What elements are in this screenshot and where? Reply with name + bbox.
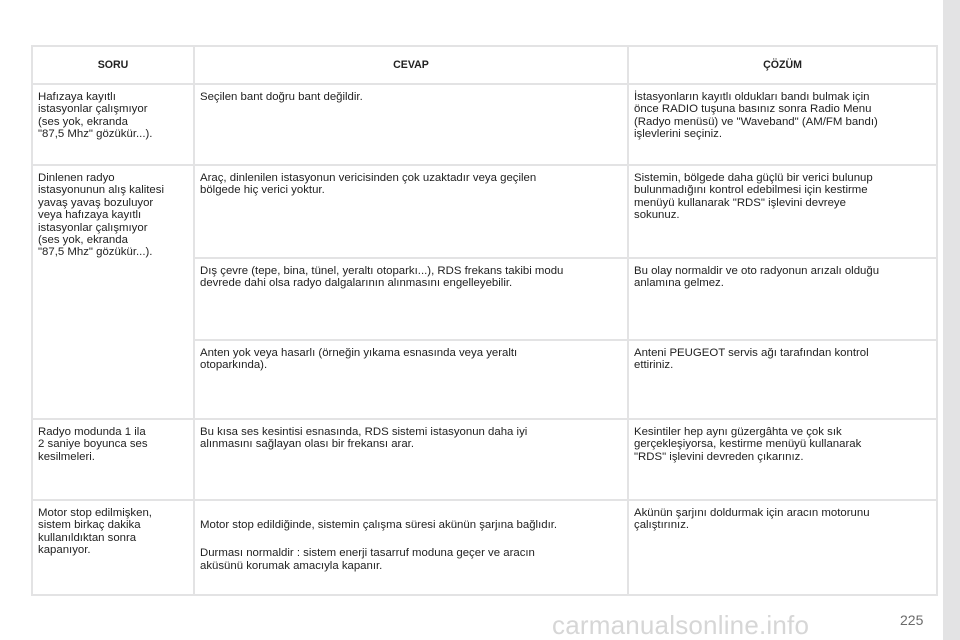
question-cell: Hafızaya kayıtlı istasyonlar çalışmıyor (ses yok, ekranda "87,5 Mhz" gözükür...). [32,84,194,165]
answer-paragraph: Durması normaldir : sistem enerji tasarruf moduna geçer ve aracın aküsünü korumak amacıyla kapanır. [200,547,535,572]
troubleshooting-table [31,45,938,596]
solution-cell: Akünün şarjını doldurmak için aracın motorunu çalıştırınız. [628,500,937,595]
table-row [32,165,937,258]
answer-cell: Anten yok veya hasarlı (örneğin yıkama esnasında veya yeraltı otoparkında). [194,340,628,419]
solution-cell: Bu olay normaldir ve oto radyonun arızalı olduğu anlamına gelmez. [628,258,937,340]
solution-cell: Kesintiler hep aynı güzergâhta ve çok sık gerçekleşiyorsa, kestirme menüyü kullanarak "RDS" işlevini devreden çıkarınız. [628,419,937,500]
header-row [32,46,937,84]
page-number: 225 [900,612,924,628]
answer-cell [194,500,628,595]
table-row [32,84,937,165]
table-row [32,500,937,595]
answer-cell: Dış çevre (tepe, bina, tünel, yeraltı otoparkı...), RDS frekans takibi modu devrede dahi olsa radyo dalgalarının alınmasını engelleyebilir. [194,258,628,340]
header-solution: ÇÖZÜM [628,46,937,84]
answer-paragraph: Motor stop edildiğinde, sistemin çalışma süresi akünün şarjına bağlıdır. [200,519,558,532]
question-cell: Dinlenen radyo istasyonunun alış kalitesi yavaş yavaş bozuluyor veya hafızaya kayıtlı istasyonlar çalışmıyor (ses yok, ekranda "87,5 Mhz" gözükür...). [32,165,194,419]
answer-cell: Bu kısa ses kesintisi esnasında, RDS sistemi istasyonun daha iyi alınmasını sağlayan olası bir frekansı arar. [194,419,628,500]
page-side-strip [943,0,960,640]
question-cell: Motor stop edilmişken, sistem birkaç dakika kullanıldıktan sonra kapanıyor. [32,500,194,595]
solution-cell: Anteni PEUGEOT servis ağı tarafından kontrol ettiriniz. [628,340,937,419]
answer-cell: Seçilen bant doğru bant değildir. [194,84,628,165]
header-answer: CEVAP [194,46,628,84]
table-row [32,419,937,500]
header-question: SORU [32,46,194,84]
answer-cell: Araç, dinlenilen istasyonun vericisinden çok uzaktadır veya geçilen bölgede hiç verici yoktur. [194,165,628,258]
solution-cell: İstasyonların kayıtlı oldukları bandı bulmak için önce RADIO tuşuna basınız sonra Radio Menu (Radyo menüsü) ve "Waveband" (AM/FM bandı) işlevlerini seçiniz. [628,84,937,165]
watermark-text: carmanualsonline.info [552,610,810,640]
question-cell: Radyo modunda 1 ila 2 saniye boyunca ses kesilmeleri. [32,419,194,500]
solution-cell: Sistemin, bölgede daha güçlü bir verici bulunup bulunmadığını kontrol edebilmesi için kestirme menüyü kullanarak "RDS" işlevini devreye sokunuz. [628,165,937,258]
